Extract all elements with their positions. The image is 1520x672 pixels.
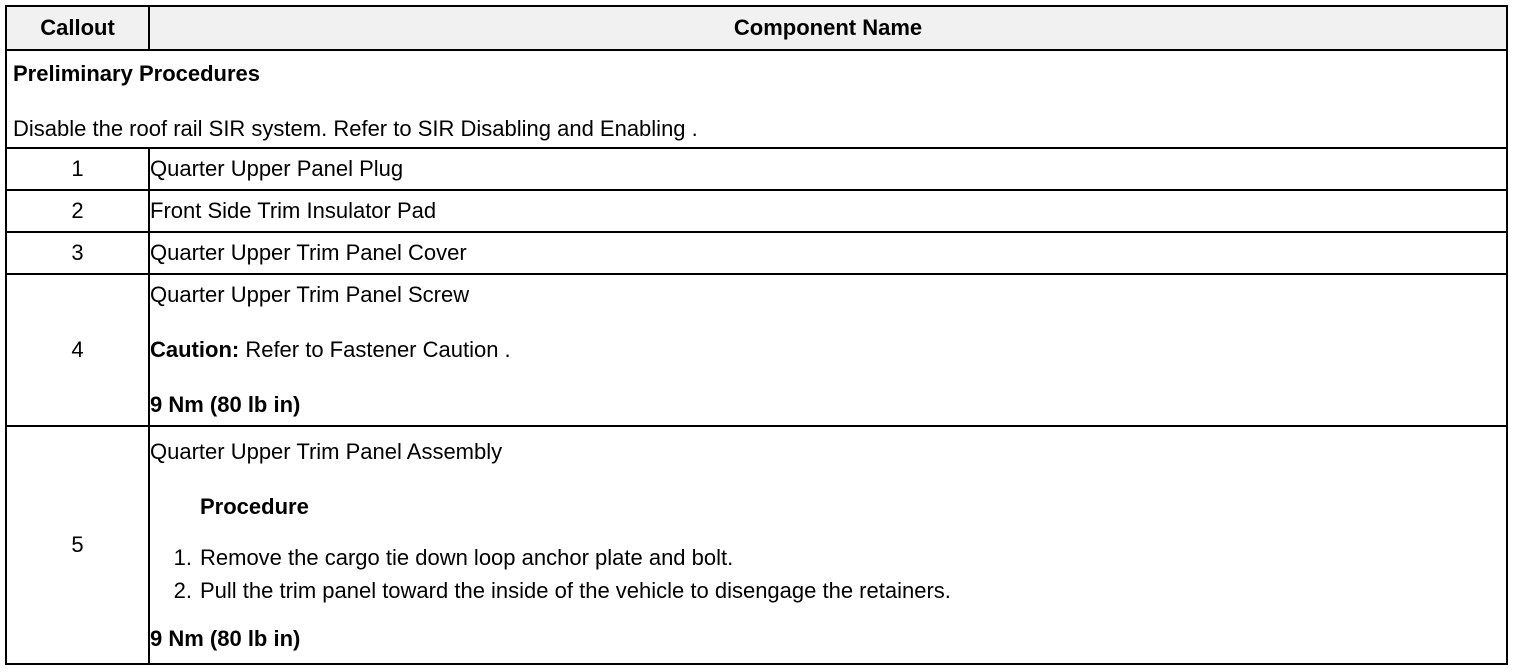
table-row — [6, 148, 1507, 190]
torque-spec: 9 Nm (80 lb in) — [150, 392, 301, 417]
callout-number: 3 — [6, 232, 149, 274]
callout-table — [5, 5, 1508, 665]
step-text: Remove the cargo tie down loop anchor plate and bolt. — [200, 544, 734, 570]
callout-number: 1 — [6, 148, 149, 190]
preliminary-cell — [6, 50, 1507, 148]
procedure-step — [150, 574, 1506, 607]
component-name: Quarter Upper Trim Panel Assembly — [150, 438, 503, 464]
table-row — [6, 232, 1507, 274]
callout-number: 5 — [6, 426, 149, 664]
header-row — [6, 6, 1507, 50]
component-cell — [149, 426, 1507, 664]
procedure-heading: Procedure — [200, 493, 309, 519]
component-name: Quarter Upper Trim Panel Screw — [150, 282, 470, 307]
table-row — [6, 426, 1507, 664]
table-row — [6, 274, 1507, 426]
component-cell — [149, 274, 1507, 426]
component-name: Quarter Upper Panel Plug — [149, 148, 1507, 190]
step-text: Pull the trim panel toward the inside of the vehicle to disengage the retainers. — [200, 577, 951, 603]
table-row — [6, 190, 1507, 232]
callout-number: 2 — [6, 190, 149, 232]
step-number: 1. — [173, 544, 192, 570]
procedure-steps — [150, 541, 1506, 607]
header-callout: Callout — [6, 6, 149, 50]
preliminary-text: Disable the roof rail SIR system. Refer to SIR Disabling and Enabling . — [13, 116, 698, 141]
preliminary-title: Preliminary Procedures — [13, 61, 261, 86]
component-name: Front Side Trim Insulator Pad — [149, 190, 1507, 232]
preliminary-row — [6, 50, 1507, 148]
procedure-step — [150, 541, 1506, 574]
torque-spec: 9 Nm (80 lb in) — [150, 625, 301, 651]
caution-label: Caution: — [150, 337, 240, 362]
callout-number: 4 — [6, 274, 149, 426]
component-name: Quarter Upper Trim Panel Cover — [149, 232, 1507, 274]
caution-text: Refer to Fastener Caution . — [239, 337, 511, 362]
step-number: 2. — [173, 577, 192, 603]
caution-note — [150, 338, 1506, 362]
header-component-name: Component Name — [149, 6, 1507, 50]
